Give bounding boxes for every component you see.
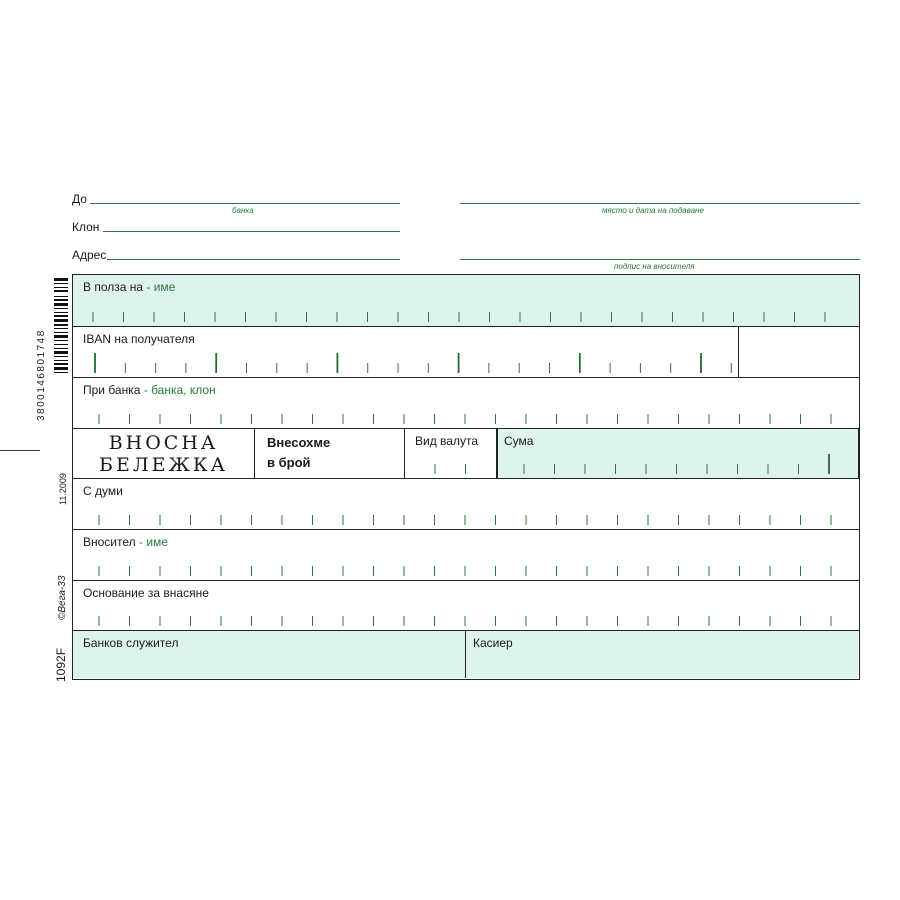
- deposited-line-1: Внесохме: [267, 435, 331, 450]
- barcode: [54, 278, 68, 420]
- depositor-label: Вносител - име: [83, 535, 168, 549]
- barcode-bar: [54, 360, 68, 361]
- deposited-cash-box: [255, 429, 405, 478]
- in-words-ticks: [73, 499, 859, 529]
- cashier-field[interactable]: [466, 631, 858, 678]
- signature-caption: подпис на вносителя: [614, 262, 695, 271]
- barcode-digits: 3800146801748: [36, 329, 47, 421]
- deposit-form: [72, 274, 860, 680]
- address-label: Адрес: [72, 248, 107, 262]
- currency-label: Вид валута: [415, 434, 478, 448]
- branch-label: Клон: [72, 220, 100, 234]
- barcode-bar: [54, 312, 68, 313]
- to-field-line[interactable]: [90, 203, 400, 204]
- deposited-line-2: в брой: [267, 455, 311, 470]
- barcode-bar: [54, 351, 68, 354]
- bank-row[interactable]: [73, 378, 859, 429]
- to-label: До: [72, 192, 87, 206]
- in-words-label: С думи: [83, 484, 123, 498]
- amount-label: Сума: [504, 434, 534, 448]
- fold-mark: [0, 450, 40, 451]
- beneficiary-label: В полза на - име: [83, 280, 176, 294]
- depositor-row[interactable]: [73, 530, 859, 581]
- cashier-label: Касиер: [473, 636, 513, 650]
- barcode-bar: [54, 283, 68, 284]
- barcode-bar: [54, 356, 68, 357]
- bank-ticks: [73, 398, 859, 428]
- iban-label: IBAN на получателя: [83, 332, 195, 346]
- amount-field[interactable]: [497, 428, 859, 479]
- amount-ticks: [498, 448, 858, 478]
- title-row: [73, 429, 859, 479]
- barcode-bar: [54, 319, 68, 322]
- signature-field-line[interactable]: [460, 259, 860, 260]
- document-title: [73, 429, 255, 478]
- currency-field[interactable]: [405, 429, 497, 478]
- reason-ticks: [73, 600, 859, 630]
- barcode-bar: [54, 363, 68, 365]
- place-date-field-line[interactable]: [460, 203, 860, 204]
- title-line-1: ВНОСНА: [108, 432, 219, 454]
- reason-label: Основание за внасяне: [83, 586, 209, 600]
- branch-field-line[interactable]: [103, 231, 400, 232]
- bank-label: При банка - банка, клон: [83, 383, 216, 397]
- iban-ticks: [73, 347, 738, 377]
- barcode-bar: [54, 367, 68, 370]
- currency-ticks: [405, 448, 496, 478]
- barcode-bar: [54, 299, 68, 301]
- barcode-bar: [54, 335, 68, 338]
- bank-officer-field[interactable]: [73, 631, 466, 678]
- to-caption: банка: [232, 206, 254, 215]
- barcode-bar: [54, 328, 68, 329]
- reason-row[interactable]: [73, 581, 859, 631]
- iban-row[interactable]: [73, 327, 859, 378]
- iban-field[interactable]: [73, 327, 739, 377]
- barcode-bar: [54, 315, 68, 317]
- title-line-2: БЕЛЕЖКА: [99, 454, 228, 476]
- bank-officer-label: Банков служител: [83, 636, 179, 650]
- place-date-caption: място и дата на подаване: [602, 206, 704, 215]
- barcode-bar: [54, 332, 68, 333]
- barcode-bar: [54, 372, 68, 373]
- barcode-bar: [54, 348, 68, 349]
- beneficiary-ticks: [73, 296, 859, 326]
- publisher-mark: ©Вега-33: [57, 575, 68, 620]
- barcode-bar: [54, 303, 68, 306]
- beneficiary-row[interactable]: [73, 275, 859, 327]
- barcode-bar: [54, 344, 68, 345]
- barcode-bar: [54, 290, 68, 292]
- date-code: 11.2009: [58, 473, 68, 505]
- barcode-bar: [54, 278, 68, 281]
- barcode-bar: [54, 340, 68, 341]
- in-words-row[interactable]: [73, 479, 859, 530]
- barcode-bar: [54, 287, 68, 288]
- form-code: 1092F: [54, 647, 68, 682]
- barcode-bar: [54, 324, 68, 326]
- depositor-ticks: [73, 550, 859, 580]
- barcode-bar: [54, 308, 68, 309]
- address-field-line[interactable]: [107, 259, 400, 260]
- barcode-bar: [54, 296, 68, 297]
